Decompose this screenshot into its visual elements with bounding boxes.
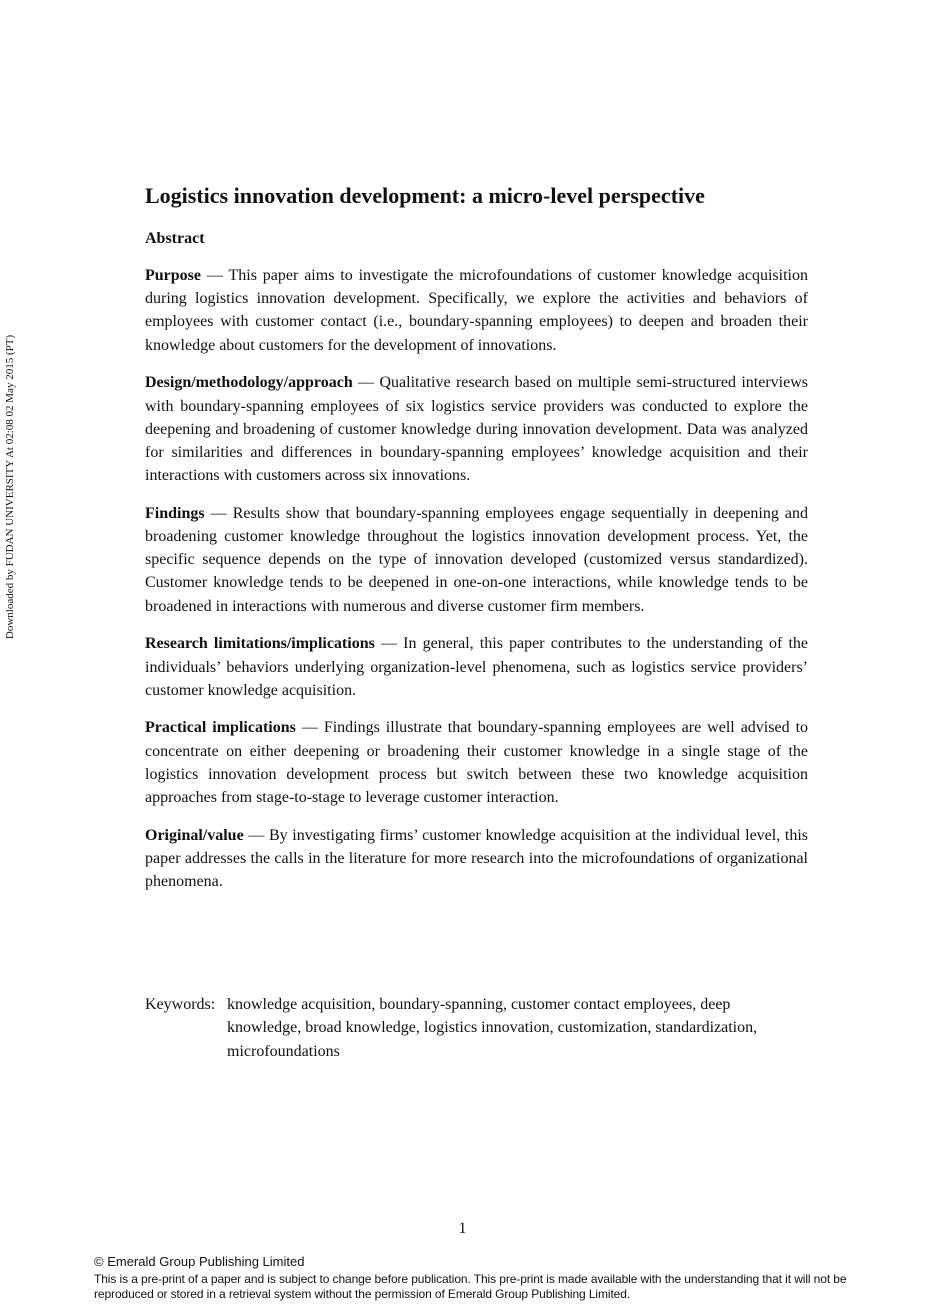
publisher-footer	[94, 1254, 894, 1302]
section-label: Design/methodology/approach	[145, 374, 353, 392]
download-stamp: Downloaded by FUDAN UNIVERSITY At 02:08 02 May 2015 (PT)	[4, 334, 16, 640]
section-label: Research limitations/implications	[145, 635, 375, 653]
section-label: Findings	[145, 504, 205, 522]
abstract-heading: Abstract	[145, 230, 205, 247]
section-separator: —	[374, 635, 404, 653]
keywords-label: Keywords:	[145, 996, 216, 1013]
section-separator: —	[243, 826, 269, 844]
copyright-notice: © Emerald Group Publishing Limited	[94, 1254, 305, 1269]
abstract-section-design	[145, 371, 808, 487]
section-text: In general, this paper contributes to the understanding of the individuals’ behaviors underlying organization-level phenomena, such as logistics service providers’ customer knowledge acquisition.	[145, 635, 809, 699]
page-number: 1	[458, 1220, 467, 1237]
section-label: Purpose	[145, 267, 201, 284]
paper-title: Logistics innovation development: a micro-level perspective	[145, 183, 705, 208]
section-text: Results show that boundary-spanning employees engage sequentially in deepening and broadening customer knowledge throughout the logistics innovation development process. Yet, the specific sequence depends on the type of innovation developed (customized versus standardized). Customer knowledge tends to be deepened in one-on-one interactions, while knowledge tends to be broadened in interactions with numerous and diverse customer firm members.	[145, 504, 809, 615]
abstract-section-purpose	[145, 264, 808, 357]
abstract-section-findings	[145, 502, 808, 618]
section-text: This paper aims to investigate the microfoundations of customer knowledge acquisition during logistics innovation development. Specifically, we explore the activities and behaviors of employees with customer contact (i.e., boundary-spanning employees) to deepen and broaden their knowledge about customers for the development of innovations.	[145, 267, 808, 354]
section-separator: —	[295, 719, 324, 737]
section-separator: —	[204, 504, 233, 522]
section-separator: —	[352, 374, 380, 392]
abstract-body	[145, 264, 808, 908]
section-text: Findings illustrate that boundary-spanning employees are well advised to concentrate on either deepening or broadening their customer knowledge in a single stage of the logistics innovation development process but switch between these two knowledge acquisition approaches from stage-to-stage to leverage customer interaction.	[145, 719, 809, 807]
section-label: Original/value	[145, 826, 244, 844]
abstract-section-limitations	[145, 632, 808, 702]
section-text: By investigating firms’ customer knowledge acquisition at the individual level, this paper addresses the calls in the literature for more research into the microfoundations of organizational phenomena.	[145, 826, 808, 891]
abstract-section-practical	[145, 716, 808, 809]
preprint-notice: This is a pre-print of a paper and is subject to change before publication. This pre-print is made available with the understanding that it will not be reproduced or stored in a retrieval system without the permission of Emerald Group Publishing Limited.	[94, 1272, 847, 1301]
keywords-block	[145, 993, 808, 1063]
abstract-section-original	[145, 824, 808, 894]
section-text: Qualitative research based on multiple semi-structured interviews with boundary-spanning employees of six logistics service providers was conducted to explore the deepening and broadening of customer knowledge during innovation development. Data was analyzed for similarities and differences in boundary-spanning employees’ knowledge acquisition and their interactions with customers across six innovations.	[145, 374, 809, 485]
keywords-list: knowledge acquisition, boundary-spanning, customer contact employees, deep knowledge, broad knowledge, logistics innovation, customization, standardization, microfoundations	[227, 996, 758, 1060]
section-label: Practical implications	[145, 719, 296, 737]
section-separator: —	[201, 267, 229, 284]
